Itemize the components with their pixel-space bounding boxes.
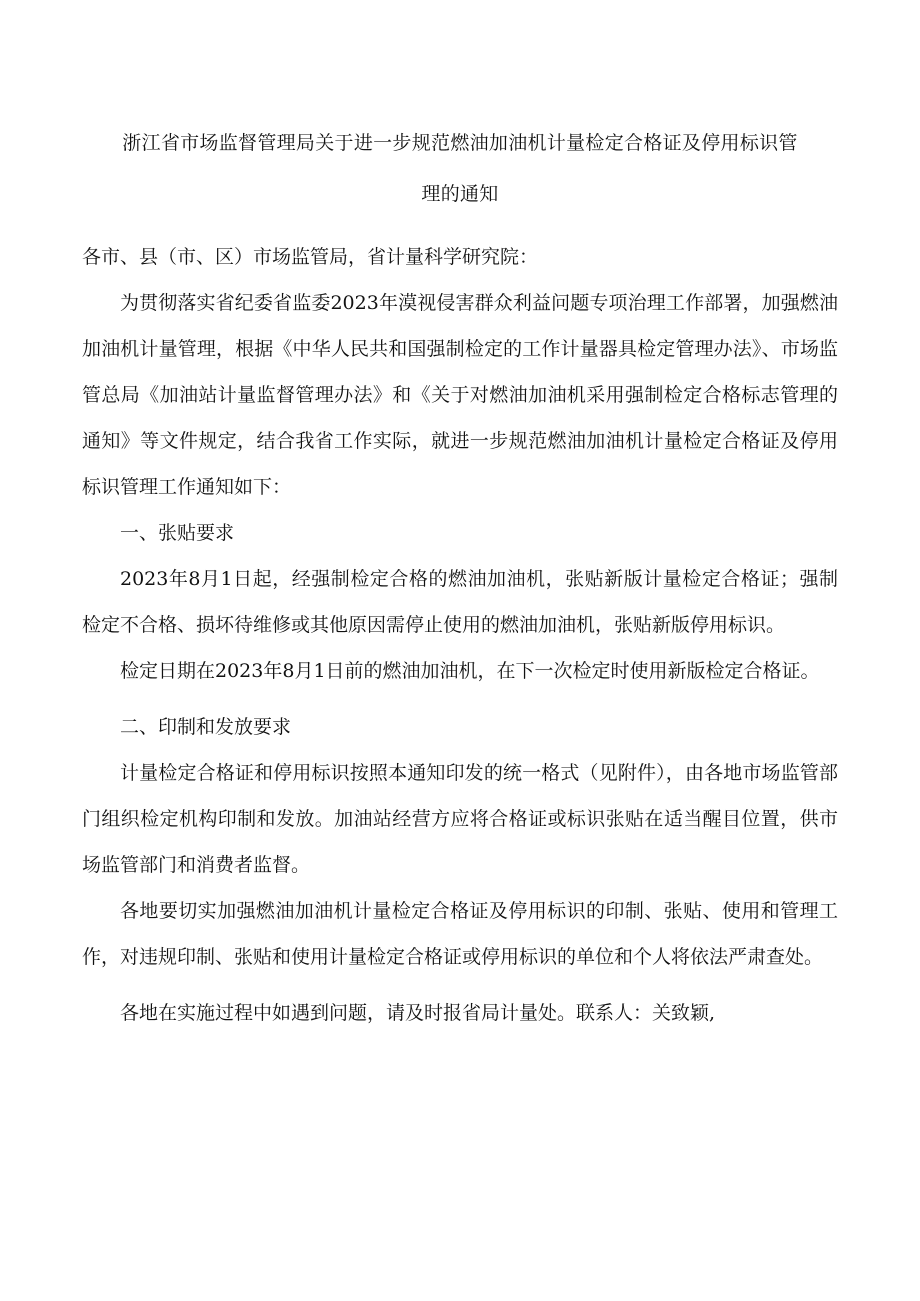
section-2-paragraph-2: 各地要切实加强燃油加油机计量检定合格证及停用标识的印制、张贴、使用和管理工作，对违规印制、张贴和使用计量检定合格证或停用标识的单位和个人将依法严肃查处。 [82, 900, 838, 968]
document-body [82, 234, 838, 1036]
document-title-line-1: 浙江省市场监督管理局关于进一步规范燃油加油机计量检定合格证及停用标识管 [122, 132, 798, 154]
section-2-paragraph-1: 计量检定合格证和停用标识按照本通知印发的统一格式（见附件），由各地市场监管部门组织检定机构印制和发放。加油站经营方应将合格证或标识张贴在适当醒目位置，供市场监管部门和消费者监督。 [82, 762, 838, 876]
section-1-paragraph-1: 2023年8月1日起，经强制检定合格的燃油加油机，张贴新版计量检定合格证；强制检定不合格、损坏待维修或其他原因需停止使用的燃油加油机，张贴新版停用标识。 [82, 568, 838, 636]
section-1-paragraph-2: 检定日期在2023年8月1日前的燃油加油机，在下一次检定时使用新版检定合格证。 [120, 660, 820, 682]
document-title-line-2: 理的通知 [421, 183, 499, 205]
intro-paragraph: 为贯彻落实省纪委省监委2023年漠视侵害群众利益问题专项治理工作部署，加强燃油加油机计量管理，根据《中华人民共和国强制检定的工作计量器具检定管理办法》、市场监管总局《加油站计量监督管理办法》和《关于对燃油加油机采用强制检定合格标志管理的通知》等文件规定，结合我省工作实际，就进一步规范燃油加油机计量检定合格证及停用标识管理工作通知如下： [82, 292, 838, 498]
section-1-heading: 一、张贴要求 [120, 522, 235, 544]
salutation: 各市、县（市、区）市场监管局，省计量科学研究院： [82, 246, 539, 268]
document-title [82, 118, 838, 220]
section-2-heading: 二、印制和发放要求 [120, 716, 292, 738]
closing-paragraph: 各地在实施过程中如遇到问题，请及时报省局计量处。联系人：关致颖, [120, 1002, 716, 1024]
